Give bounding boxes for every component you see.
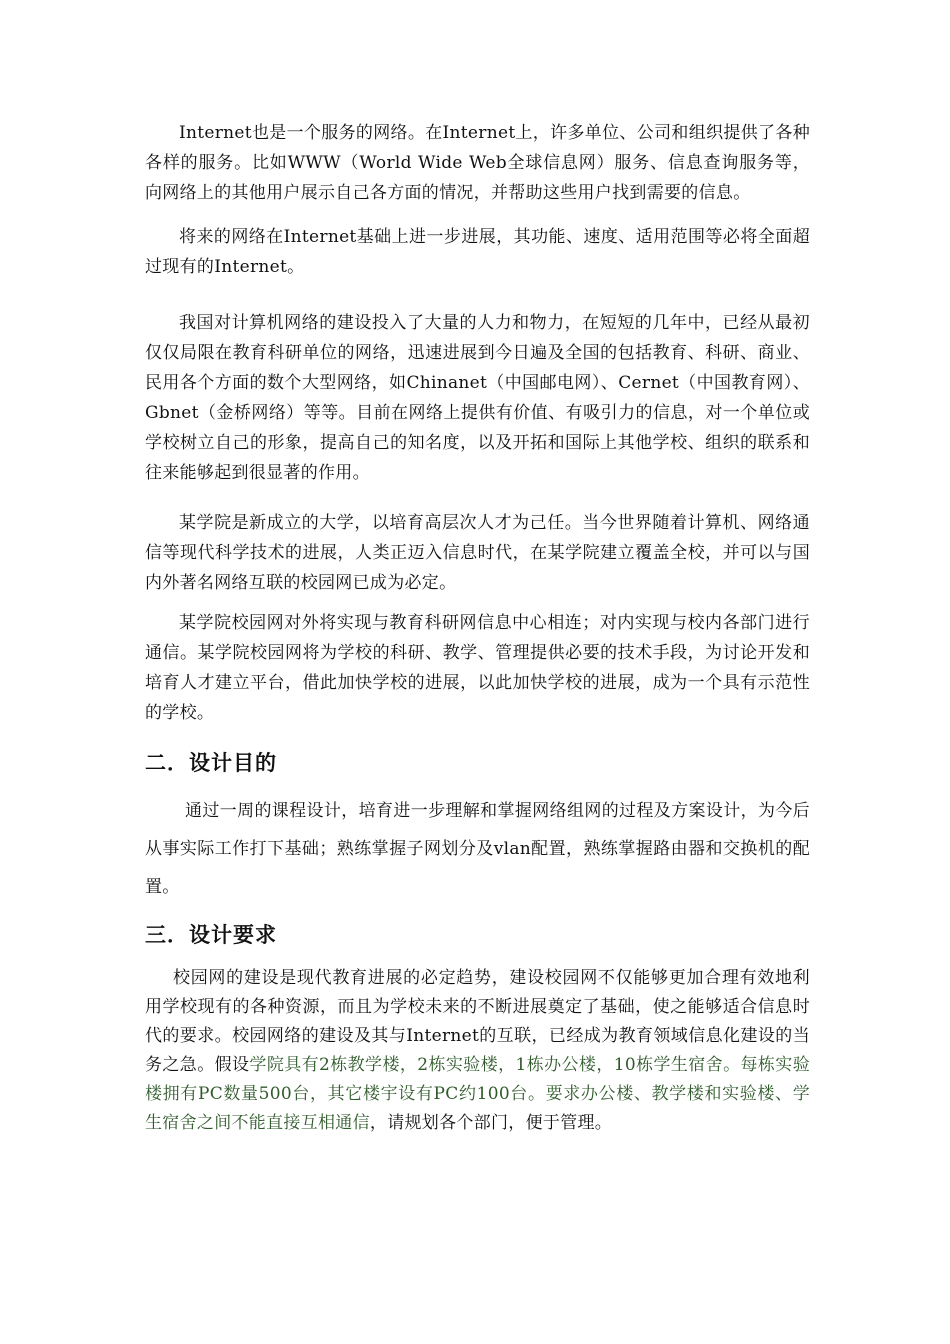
section-heading-design-purpose: 二．设计目的 xyxy=(145,751,277,775)
paragraph-internet-services: Internet也是一个服务的网络。在Internet上，许多单位、公司和组织提供了各种各样的服务。比如WWW（World Wide Web全球信息网）服务、信息查询服务等，向网络上的其他用户展示自己各方面的情况，并帮助这些用户找到需要的信息。 xyxy=(145,123,810,203)
paragraph-china-networks: 我国对计算机网络的建设投入了大量的人力和物力，在短短的几年中，已经从最初仅仅局限在教育科研单位的网络，迅速进展到今日遍及全国的包括教育、科研、商业、民用各个方面的数个大型网络，如Chinanet（中国邮电网）、Cernet（中国教育网）、Gbnet（金桥网络）等等。目前在网络上提供有价值、有吸引力的信息，对一个单位或学校树立自己的形象，提高自己的知名度，以及开拓和国际上其他学校、组织的联系和往来能够起到很显著的作用。 xyxy=(145,313,810,483)
requirements-text-highlighted: 学院具有2栋教学楼，2栋实验楼，1栋办公楼，10栋学生宿舍。每栋实验楼拥有PC数量500台，其它楼宇设有PC约100台。要求办公楼、教学楼和实验楼、学生宿舍之间不能直接互相通信 xyxy=(145,1055,810,1133)
paragraph-campus-network: 某学院校园网对外将实现与教育科研网信息中心相连；对内实现与校内各部门进行通信。某学院校园网将为学校的科研、教学、管理提供必要的技术手段，为讨论开发和培育人才建立平台，借此加快学校的进展，以此加快学校的进展，成为一个具有示范性的学校。 xyxy=(145,613,810,723)
paragraph-future-network: 将来的网络在Internet基础上进一步进展，其功能、速度、适用范围等必将全面超过现有的Internet。 xyxy=(145,227,810,277)
paragraph-design-requirements xyxy=(145,964,810,1138)
requirements-text-intro: 校园网的建设是现代教育进展的必定趋势，建设校园网不仅能够更加合理有效地利用学校现有的各种资源，而且为学校未来的不断进展奠定了基础，使之能够适合信息时代的要求。校园网络的建设及其与Internet的互联，已经成为教育领域信息化建设的当务之急。假设 xyxy=(145,968,810,1075)
section-heading-design-requirements: 三．设计要求 xyxy=(145,923,277,947)
paragraph-design-purpose: 通过一周的课程设计，培育进一步理解和掌握网络组网的过程及方案设计，为今后从事实际工作打下基础；熟练掌握子网划分及vlan配置，熟练掌握路由器和交换机的配置。 xyxy=(145,801,810,897)
requirements-text-end: ，请规划各个部门，便于管理。 xyxy=(369,1113,613,1133)
document-page xyxy=(145,118,810,1138)
paragraph-college-intro: 某学院是新成立的大学，以培育高层次人才为己任。当今世界随着计算机、网络通信等现代科学技术的进展，人类正迈入信息时代，在某学院建立覆盖全校，并可以与国内外著名网络互联的校园网已成为必定。 xyxy=(145,513,810,593)
